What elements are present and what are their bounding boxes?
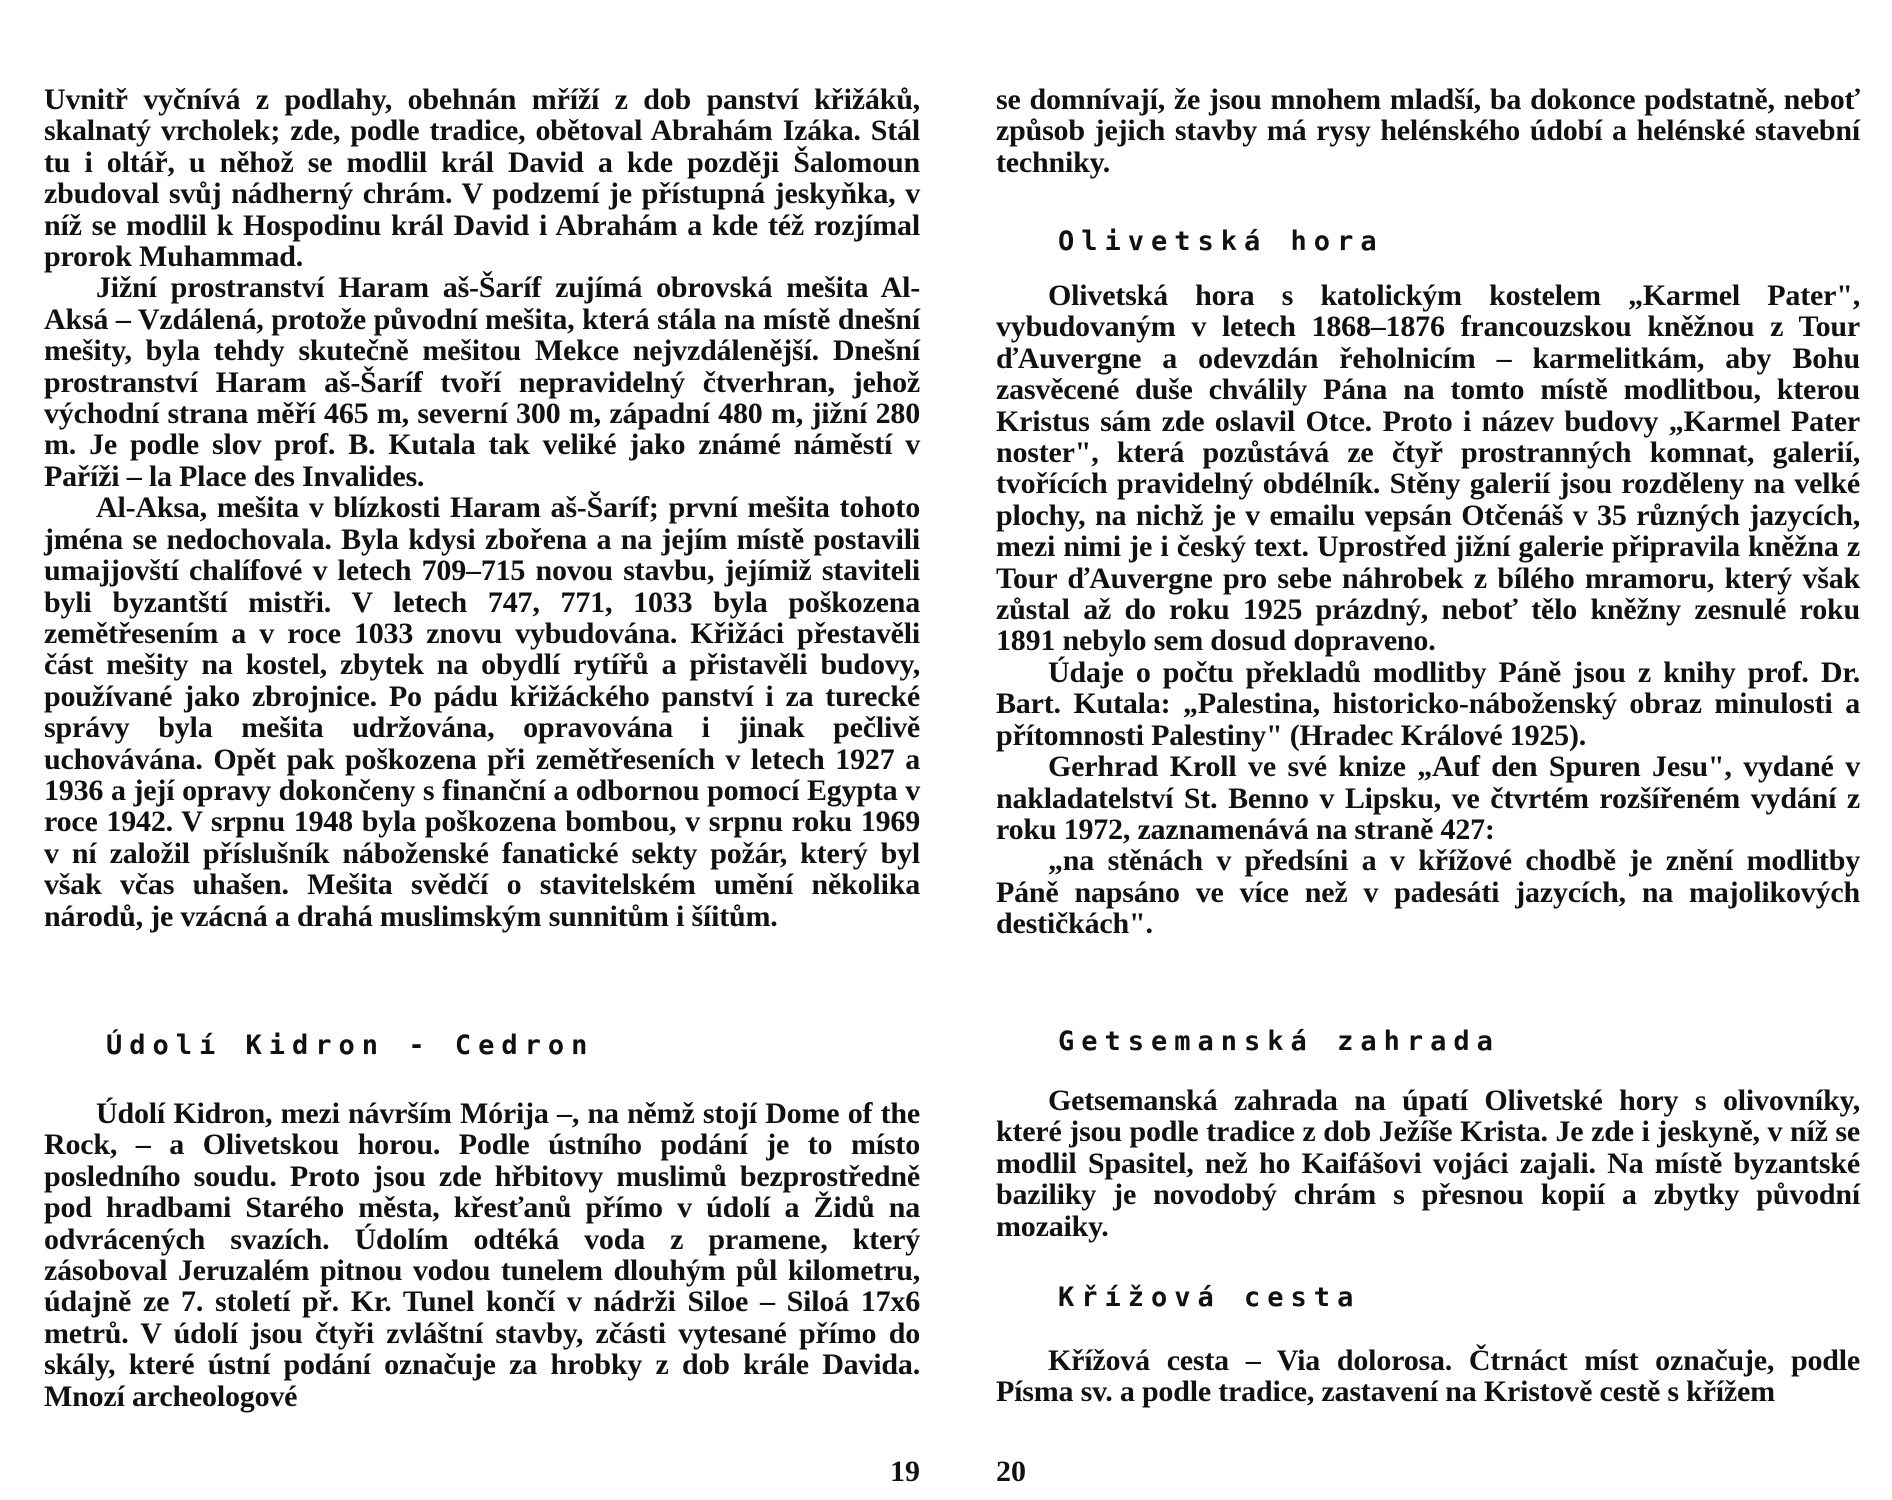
paragraph: Getsemanská zahrada na úpatí Olivetské hory s olivovníky, které jsou podle tradice z dob Ježíše Krista. Je zde i jeskyně, v níž se modlil Spasitel, než ho Kaifášovi vojáci zajali. Na místě byzantské baziliky je novodobý chrám s přesnou kopií a zbytky původní mozaiky. [996, 1084, 1860, 1243]
getsemanska-body [996, 1085, 1860, 1242]
paragraph: Olivetská hora s katolickým kostelem „Karmel Pater", vybudovaným v letech 1868–1876 francouzskou kněžnou z Tour ďAuvergne a odevzdán řeholnicím – karmelitkám, aby Bohu zasvěcené duše chválily Pána na tomto místě modlitbou, kterou Kristus sám zde oslavil Otce. Proto i název budovy „Karmel Pater noster", která pozůstává ze čtyř prostranných komnat, galerií, tvořících pravidelný obdélník. Stěny galerií jsou rozděleny na velké plochy, na nichž je v emailu vepsán Otčenáš v 35 různých jazycích, mezi nimi je i český text. Uprostřed jižní galerie připravila kněžna z Tour ďAuvergne pro sebe náhrobek z bílého mramoru, který však zůstal až do roku 1925 prázdný, neboť tělo kněžny zesnulé roku 1891 nebylo sem dosud dopraveno. [996, 279, 1860, 658]
section-heading: Olivetská hora [1058, 226, 1384, 257]
paragraph: se domnívají, že jsou mnohem mladší, ba dokonce podstatně, neboť způsob jejich stavby má rysy helénského údobí a helénské stavební techniky. [996, 83, 1860, 179]
left-column-top [44, 84, 920, 932]
left-section-body [44, 1098, 920, 1412]
quotation: „na stěnách v předsíni a v křížové chodbě je znění modlitby Páně napsáno ve více než v padesáti jazycích, na majolikových destičkách". [996, 844, 1860, 941]
page-number: 19 [890, 1455, 920, 1488]
paragraph: Údaje o počtu překladů modlitby Páně jsou z knihy prof. Dr. Bart. Kutala: „Palestina, historicko-náboženský obraz minulosti a přítomnosti Palestiny" (Hradec Králové 1925). [996, 655, 1860, 752]
paragraph: Gerhrad Kroll ve své knize „Auf den Spuren Jesu", vydané v nakladatelství St. Benno v Lipsku, ve čtvrtém rozšířeném vydání z roku 1972, zaznamenává na straně 427: [996, 750, 1860, 846]
right-column-top [996, 84, 1860, 178]
section-heading: Getsemanská zahrada [1058, 1026, 1500, 1057]
paragraph: Al-Aksa, mešita v blízkosti Haram aš-Šaríf; první mešita tohoto jména se nedochovala. Byla kdysi zbořena a na jejím místě postavili umajjovští chalífové v letech 709–715 novou stavbu, jejímiž staviteli byli byzantští mistři. V letech 747, 771, 1033 byla poškozena zemětřesením a v roce 1033 znovu vybudována. Křižáci přestavěli část mešity na kostel, zbytek na obydlí rytířů a přistavěli budovy, používané jako zbrojnice. Po pádu křižáckého panství i za turecké správy byla mešita udržována, opravována i jinak pečlivě uchovávána. Opět pak poškozena při zemětřeseních v letech 1927 a 1936 a její opravy dokončeny s finanční a odbornou pomocí Egypta v roce 1942. V srpnu 1948 byla poškozena bombou, v srpnu roku 1969 v ní založil příslušník náboženské fanatické sekty požár, který byl však včas uhašen. Mešita svědčí o stavitelském umění několika národů, je vzácná a drahá muslimským sunnitům i šíitům. [44, 491, 920, 933]
section-heading: Údolí Kidron - Cedron [106, 1030, 595, 1061]
page-number: 20 [996, 1455, 1026, 1488]
paragraph: Jižní prostranství Haram aš-Šaríf zujímá obrovská mešita Al-Aksá – Vzdálená, protože původní mešita, která stála na místě dnešní mešity, byla tehdy skutečně mešitou Mekce nejvzdálenější. Dnešní prostranství Haram aš-Šaríf tvoří nepravidelný čtverhran, jehož východní strana měří 465 m, severní 300 m, západní 480 m, jižní 280 m. Je podle slov prof. B. Kutala tak veliké jako známé náměstí v Paříži – la Place des Invalides. [44, 271, 920, 493]
krizova-body [996, 1345, 1860, 1408]
right-page [996, 0, 1860, 1500]
olivetska-body [996, 280, 1860, 940]
paragraph: Křížová cesta – Via dolorosa. Čtrnáct míst označuje, podle Písma sv. a podle tradice, zastavení na Kristově cestě s křížem [996, 1344, 1860, 1409]
left-page [44, 0, 920, 1500]
paragraph: Údolí Kidron, mezi návrším Mórija –, na němž stojí Dome of the Rock, – a Olivetskou horou. Podle ústního podání je to místo posledního soudu. Proto jsou zde hřbitovy muslimů bezprostředně pod hradbami Starého města, křesťanů přímo v údolí a Židů na odvrácených svazích. Údolím odtéká voda z pramene, který zásoboval Jeruzalém pitnou vodou tunelem dlouhým půl kilometru, údajně ze 7. století př. Kr. Tunel končí v nádrži Siloe – Siloá 17x6 metrů. V údolí jsou čtyři zvláštní stavby, zčásti vytesané přímo do skály, které ústní podání označuje za hrobky z dob krále Davida. Mnozí archeologové [44, 1097, 920, 1413]
paragraph: Uvnitř vyčnívá z podlahy, obehnán mříží z dob panství křižáků, skalnatý vrcholek; zde, podle tradice, obětoval Abrahám Izáka. Stál tu i oltář, u něhož se modlil král David a kde později Šalomoun zbudoval svůj nádherný chrám. V podzemí je přístupná jeskyňka, v níž se modlil k Hospodinu král David i Abrahám a kde též rozjímal prorok Muhammad. [44, 83, 920, 274]
section-heading: Křížová cesta [1058, 1282, 1361, 1313]
